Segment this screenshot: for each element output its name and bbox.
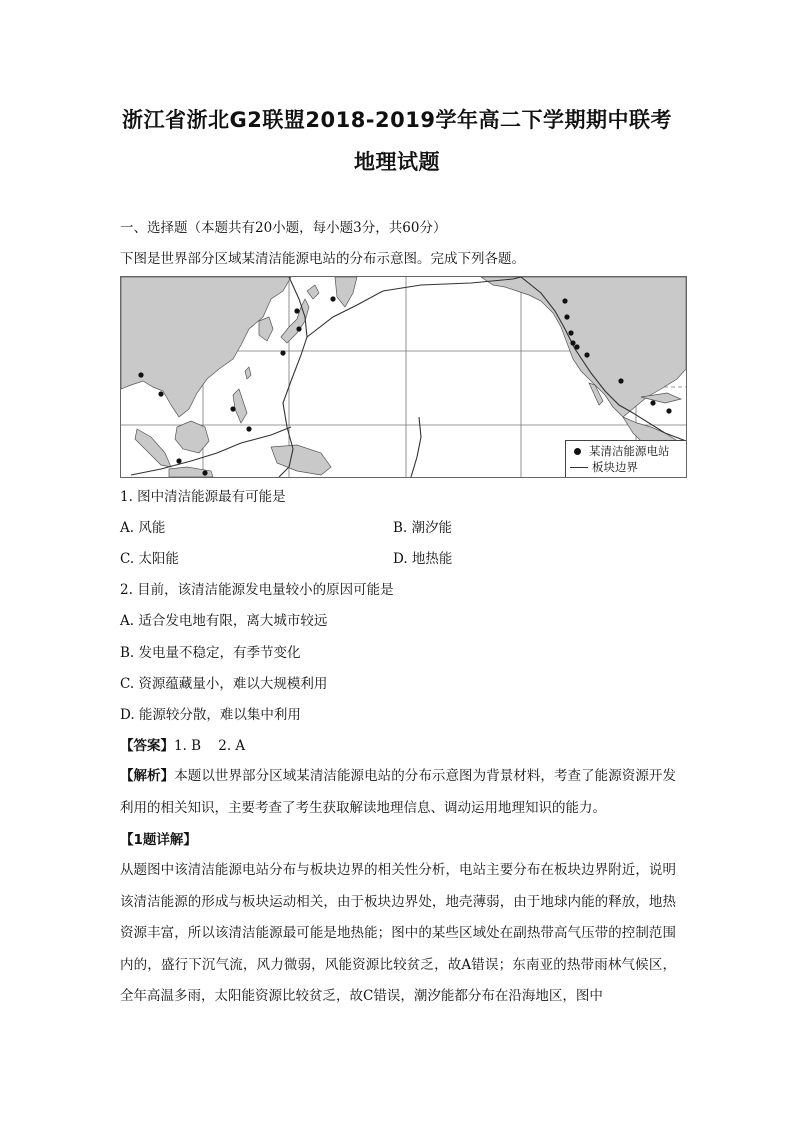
question-1-option-c: C. 太阳能	[120, 551, 179, 567]
question-1-option-d: D. 地热能	[393, 551, 453, 567]
question-1-option-a: A. 风能	[120, 520, 166, 536]
detail-1-paragraph: 从题图中该清洁能源电站分布与板块边界的相关性分析，电站主要分布在板块边界附近，说明该清洁能源的形成与板块运动相关，由于板块边界处，地壳薄弱，由于地球内能的释放，地热资源丰富，所以该清洁能源最可能是地热能；图中的某些区域处在副热带高气压带的控制范围内的，盛行下沉气流，风力微弱，风能资源比较贫乏，故A错误；东南亚的热带雨林气候区，全年高温多雨，太阳能资源比较贫乏，故C错误，潮汐能都分布在沿海地区，图中	[120, 862, 676, 1004]
section-intro: 下图是世界部分区域某清洁能源电站的分布示意图。完成下列各题。	[120, 251, 525, 267]
analysis-text: 本题以世界部分区域某清洁能源电站的分布示意图为背景材料，考查了能源资源开发利用的相关知识，主要考查了考生获取解读地理信息、调动运用地理知识的能力。	[120, 768, 676, 816]
question-1-stem: 1. 图中清洁能源最有可能是	[120, 489, 286, 505]
detail-1-heading: 【1题详解】	[120, 832, 197, 848]
question-2-stem: 2. 目前，该清洁能源发电量较小的原因可能是	[120, 582, 394, 598]
section-heading: 一、选择题（本题共有20小题，每小题3分，共60分）	[120, 220, 447, 236]
question-2-option-c: C. 资源蕴藏量小，难以大规模利用	[120, 676, 328, 692]
legend-station-label: 某清洁能源电站	[589, 444, 670, 458]
legend-boundary-label: 板块边界	[592, 460, 638, 474]
question-2-option-a: A. 适合发电地有限，离大城市较远	[120, 613, 328, 629]
question-2-option-d: D. 能源较分散，难以集中利用	[120, 707, 301, 723]
question-2-option-b: B. 发电量不稳定，有季节变化	[120, 645, 301, 661]
answer-label: 【答案】	[120, 738, 174, 754]
analysis-paragraph	[120, 761, 676, 824]
document-title: 浙江省浙北G2联盟2018-2019学年高二下学期期中联考	[122, 108, 672, 132]
station-dot-icon	[574, 448, 581, 455]
map-legend	[565, 440, 686, 477]
legend-boundary-row	[570, 459, 638, 475]
answer-value: 1. B 2. A	[174, 738, 246, 754]
question-1-option-b: B. 潮汐能	[393, 520, 453, 536]
answer-line	[120, 736, 245, 756]
analysis-label: 【解析】	[120, 768, 175, 784]
document-subtitle: 地理试题	[354, 150, 440, 174]
boundary-line-icon	[570, 467, 588, 468]
world-map-figure	[120, 276, 687, 478]
legend-station-row	[570, 443, 670, 459]
